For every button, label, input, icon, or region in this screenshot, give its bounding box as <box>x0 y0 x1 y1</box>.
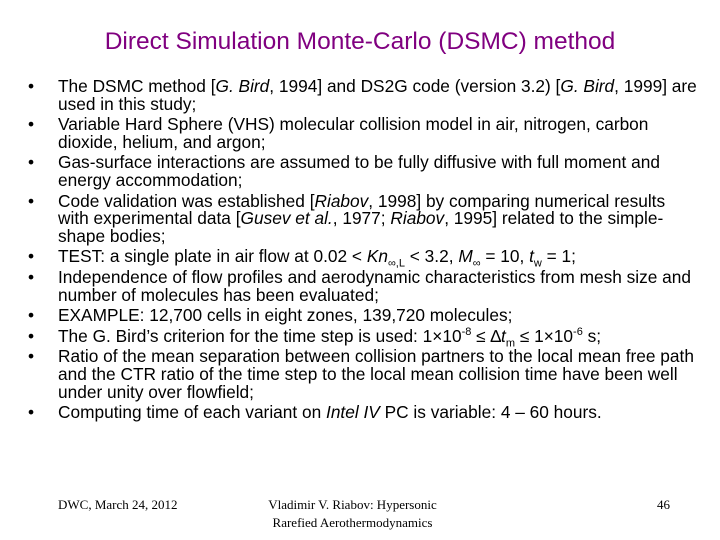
footer-author-line2: Rarefied Aerothermodynamics <box>272 515 433 530</box>
bullet-item: • Independence of flow profiles and aerodynamic characteristics from mesh size and number of molecules has been evaluated; <box>24 269 700 304</box>
bullet-item: • Gas-surface interactions are assumed to be fully diffusive with full moment and energy accommodation; <box>24 154 700 189</box>
footer-author-line1: Vladimir V. Riabov: Hypersonic <box>268 497 437 512</box>
bullet-item: • TEST: a single plate in air flow at $0.02 < Kn_{\infty,L} < 3.2$, $M_\infty = 10$, $t_w = 1$; <box>24 248 700 266</box>
footer-author <box>245 496 460 532</box>
bullet-item: • Ratio of the mean separation between collision partners to the local mean free path and the CTR ratio of the time step to the local mean collision time have been well under unity over flowfield; <box>24 348 700 401</box>
bullet-item: • Variable Hard Sphere (VHS) molecular collision model in air, nitrogen, carbon dioxide, helium, and argon; <box>24 116 700 151</box>
slide-title: Direct Simulation Monte-Carlo (DSMC) method <box>104 28 616 55</box>
footer-date: DWC, March 24, 2012 <box>58 497 178 512</box>
bullet-item: • The DSMC method [G. Bird, 1994] and DS2G code (version 3.2) [G. Bird, 1999] are used in this study; <box>24 78 700 113</box>
bullet-list <box>24 78 700 425</box>
bullet-item: • EXAMPLE: 12,700 cells in eight zones, 139,720 molecules; <box>24 307 700 325</box>
bullet-item: • Computing time of each variant on Intel IV PC is variable: 4 – 60 hours. <box>24 404 700 422</box>
bullet-item: • The G. Bird’s criterion for the time step is used: $1\times 10^{-8} \le \Delta t_m \le 1\times 10^{-6}$ s; <box>24 328 700 346</box>
bullet-item: • Code validation was established [Riabov, 1998] by comparing numerical results with experimental data [Gusev et al., 1977; Riabov, 1995] related to the simple-shape bodies; <box>24 193 700 246</box>
page-number: 46 <box>657 497 670 512</box>
